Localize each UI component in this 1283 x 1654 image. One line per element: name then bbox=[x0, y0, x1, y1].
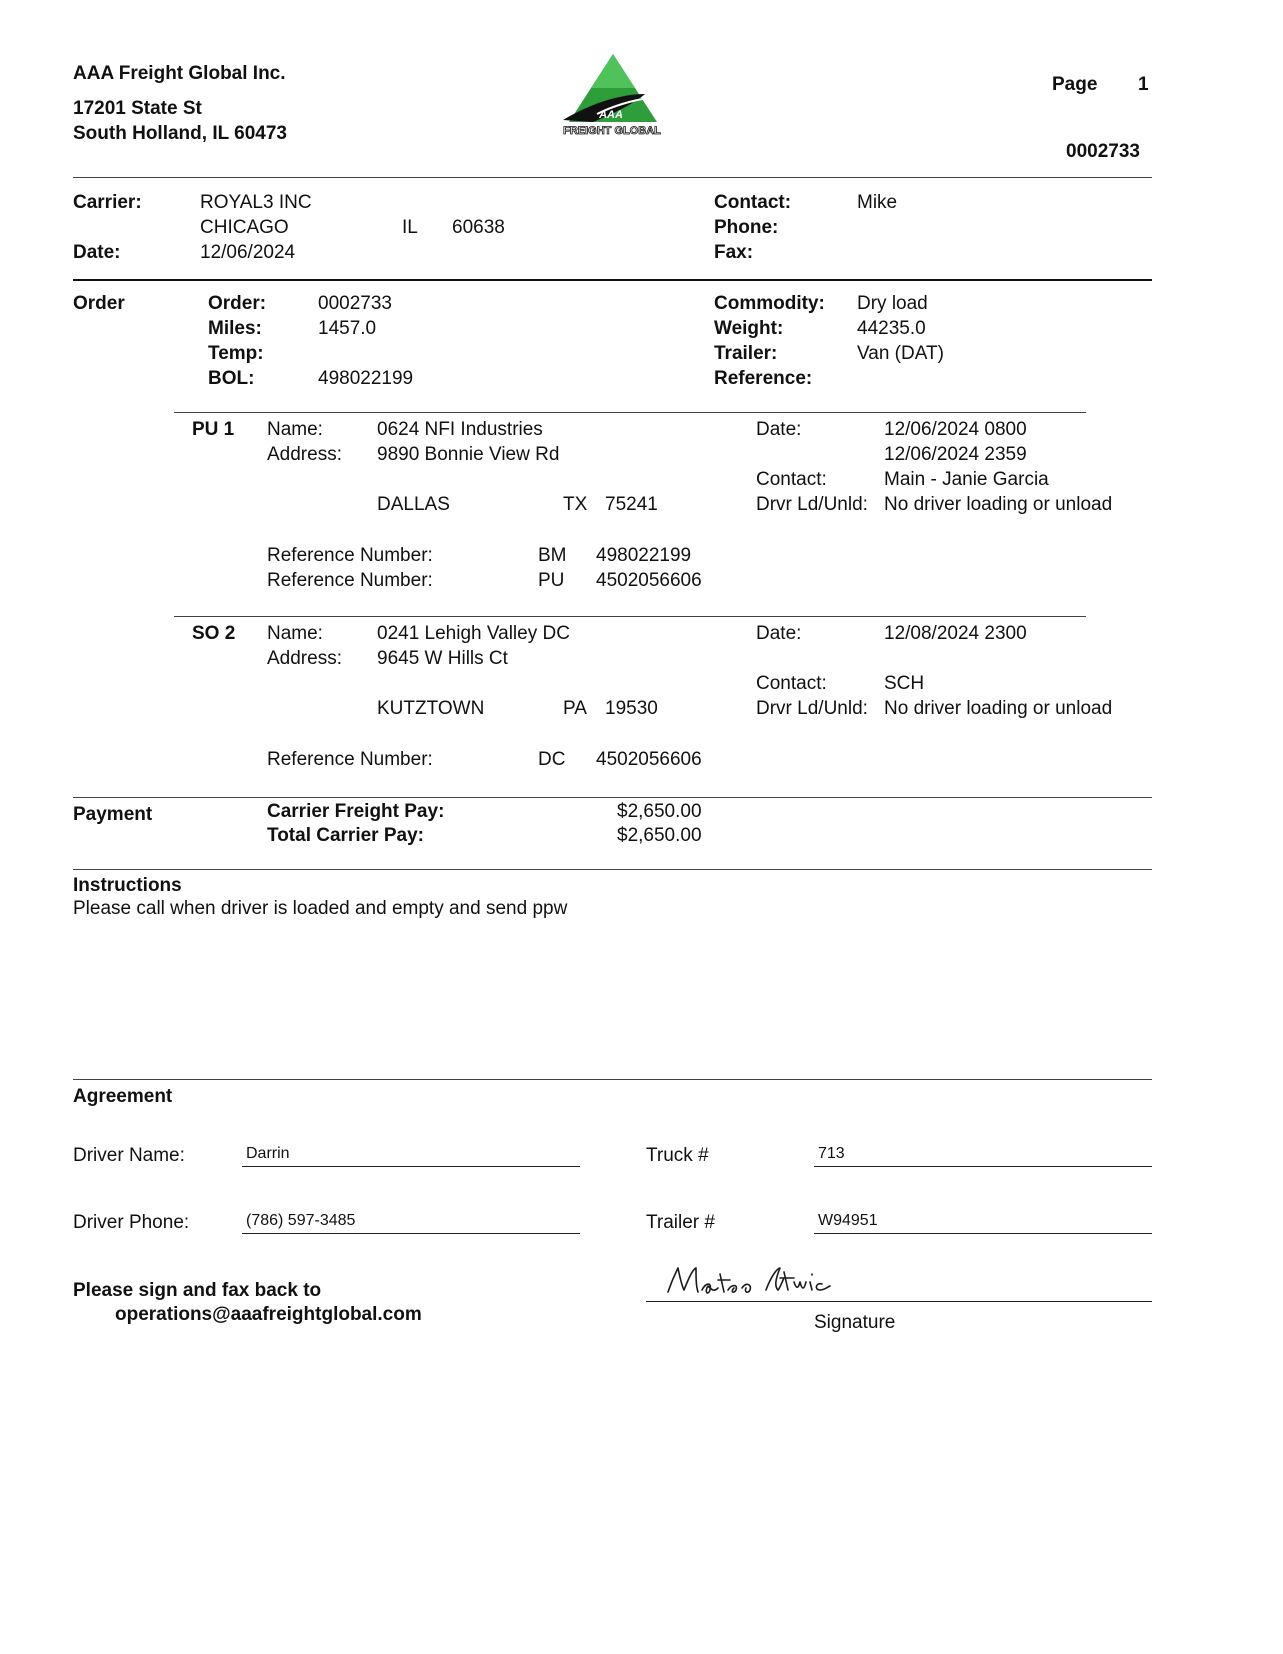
stop1-contact-label: Contact: bbox=[756, 469, 827, 490]
driver-name-field[interactable] bbox=[242, 1142, 580, 1167]
stop2-ref1-type: DC bbox=[538, 749, 566, 770]
carrier-state: IL bbox=[402, 217, 418, 238]
stop2-code: SO 2 bbox=[192, 623, 236, 644]
stop1-address: 9890 Bonnie View Rd bbox=[377, 444, 560, 465]
order-label: Order: bbox=[208, 293, 267, 314]
order-trailer: Van (DAT) bbox=[857, 343, 944, 364]
total-pay-value: $2,650.00 bbox=[617, 825, 702, 846]
signature-image bbox=[662, 1260, 872, 1302]
trailer-number-value: W94951 bbox=[818, 1212, 878, 1229]
page-label: Page bbox=[1052, 74, 1098, 95]
carrier-zip: 60638 bbox=[452, 217, 505, 238]
stop1-ref1-label: Reference Number: bbox=[267, 545, 433, 566]
contact-label: Contact: bbox=[714, 192, 792, 213]
stop1-ref1-value: 498022199 bbox=[596, 545, 692, 566]
instructions-divider bbox=[73, 869, 1152, 870]
stop1-name-label: Name: bbox=[267, 419, 323, 440]
driver-phone-field[interactable] bbox=[242, 1209, 580, 1234]
stop2-ref1-label: Reference Number: bbox=[267, 749, 433, 770]
total-pay-label: Total Carrier Pay: bbox=[267, 825, 424, 846]
company-logo bbox=[553, 52, 671, 136]
carrier-label: Carrier: bbox=[73, 192, 142, 213]
truck-number-field[interactable] bbox=[814, 1142, 1152, 1167]
stop1-city: DALLAS bbox=[377, 494, 450, 515]
payment-section-label: Payment bbox=[73, 804, 153, 825]
order-commodity: Dry load bbox=[857, 293, 928, 314]
trailer-number-label: Trailer # bbox=[646, 1212, 715, 1233]
miles-label: Miles: bbox=[208, 318, 262, 339]
commodity-label: Commodity: bbox=[714, 293, 825, 314]
trailer-label: Trailer: bbox=[714, 343, 778, 364]
stop2-address-label: Address: bbox=[267, 648, 342, 669]
logo-mark-text: AAA bbox=[599, 109, 623, 121]
document-number: 0002733 bbox=[1066, 141, 1140, 162]
company-address-line1: 17201 State St bbox=[73, 98, 202, 119]
agreement-label: Agreement bbox=[73, 1086, 173, 1107]
weight-label: Weight: bbox=[714, 318, 784, 339]
stop1-driver-label: Drvr Ld/Unld: bbox=[756, 494, 868, 515]
stop1-contact: Main - Janie Garcia bbox=[884, 469, 1049, 490]
stop1-zip: 75241 bbox=[605, 494, 658, 515]
carrier-date: 12/06/2024 bbox=[200, 242, 296, 263]
stop2-ref1-value: 4502056606 bbox=[596, 749, 702, 770]
order-number: 0002733 bbox=[318, 293, 392, 314]
stop1-ref2-label: Reference Number: bbox=[267, 570, 433, 591]
stop2-divider bbox=[174, 616, 1086, 617]
company-address-line2: South Holland, IL 60473 bbox=[73, 123, 287, 144]
stop1-driver: No driver loading or unload bbox=[884, 494, 1113, 515]
stop2-zip: 19530 bbox=[605, 698, 658, 719]
stop1-date2: 12/06/2024 2359 bbox=[884, 444, 1027, 465]
stop2-address: 9645 W Hills Ct bbox=[377, 648, 508, 669]
stop2-date-label: Date: bbox=[756, 623, 802, 644]
fax-label: Fax: bbox=[714, 242, 754, 263]
stop2-state: PA bbox=[563, 698, 587, 719]
stop2-name: 0241 Lehigh Valley DC bbox=[377, 623, 570, 644]
order-weight: 44235.0 bbox=[857, 318, 926, 339]
stop1-address-label: Address: bbox=[267, 444, 342, 465]
stop2-contact: SCH bbox=[884, 673, 925, 694]
payment-divider bbox=[73, 797, 1152, 798]
driver-name-label: Driver Name: bbox=[73, 1145, 185, 1166]
carrier-contact: Mike bbox=[857, 192, 898, 213]
stop1-divider bbox=[174, 412, 1086, 413]
stop2-driver-label: Drvr Ld/Unld: bbox=[756, 698, 868, 719]
reference-label: Reference: bbox=[714, 368, 813, 389]
trailer-number-field[interactable] bbox=[814, 1209, 1152, 1234]
stop1-ref1-type: BM bbox=[538, 545, 567, 566]
order-bol: 498022199 bbox=[318, 368, 414, 389]
page-number: 1 bbox=[1138, 74, 1149, 95]
carrier-divider bbox=[73, 279, 1152, 281]
company-name: AAA Freight Global Inc. bbox=[73, 63, 286, 84]
driver-phone-value: (786) 597-3485 bbox=[246, 1212, 356, 1229]
bol-label: BOL: bbox=[208, 368, 255, 389]
header-divider bbox=[73, 177, 1152, 178]
freight-pay-value: $2,650.00 bbox=[617, 801, 702, 822]
stop2-date1: 12/08/2024 2300 bbox=[884, 623, 1027, 644]
sign-instruction-email: operations@aaafreightglobal.com bbox=[115, 1304, 422, 1325]
instructions-label: Instructions bbox=[73, 875, 182, 896]
order-miles: 1457.0 bbox=[318, 318, 377, 339]
date-label: Date: bbox=[73, 242, 121, 263]
driver-name-value: Darrin bbox=[246, 1145, 290, 1162]
stop1-date1: 12/06/2024 0800 bbox=[884, 419, 1027, 440]
stop1-ref2-value: 4502056606 bbox=[596, 570, 702, 591]
carrier-city: CHICAGO bbox=[200, 217, 289, 238]
signature-label: Signature bbox=[814, 1312, 896, 1333]
stop2-name-label: Name: bbox=[267, 623, 323, 644]
truck-number-value: 713 bbox=[818, 1145, 845, 1162]
carrier-name: ROYAL3 INC bbox=[200, 192, 312, 213]
stop1-date-label: Date: bbox=[756, 419, 802, 440]
order-section-label: Order bbox=[73, 293, 125, 314]
stop2-driver: No driver loading or unload bbox=[884, 698, 1113, 719]
sign-instruction-line1: Please sign and fax back to bbox=[73, 1280, 322, 1301]
instructions-text: Please call when driver is loaded and empty and send ppw bbox=[73, 898, 568, 919]
stop1-code: PU 1 bbox=[192, 419, 235, 440]
stop1-name: 0624 NFI Industries bbox=[377, 419, 543, 440]
phone-label: Phone: bbox=[714, 217, 779, 238]
stop2-city: KUTZTOWN bbox=[377, 698, 485, 719]
signature-line bbox=[646, 1301, 1152, 1302]
truck-label: Truck # bbox=[646, 1145, 709, 1166]
freight-pay-label: Carrier Freight Pay: bbox=[267, 801, 445, 822]
temp-label: Temp: bbox=[208, 343, 264, 364]
stop1-state: TX bbox=[563, 494, 588, 515]
logo-text: FREIGHT GLOBAL bbox=[563, 125, 661, 136]
agreement-divider bbox=[73, 1079, 1152, 1080]
driver-phone-label: Driver Phone: bbox=[73, 1212, 190, 1233]
stop1-ref2-type: PU bbox=[538, 570, 565, 591]
stop2-contact-label: Contact: bbox=[756, 673, 827, 694]
